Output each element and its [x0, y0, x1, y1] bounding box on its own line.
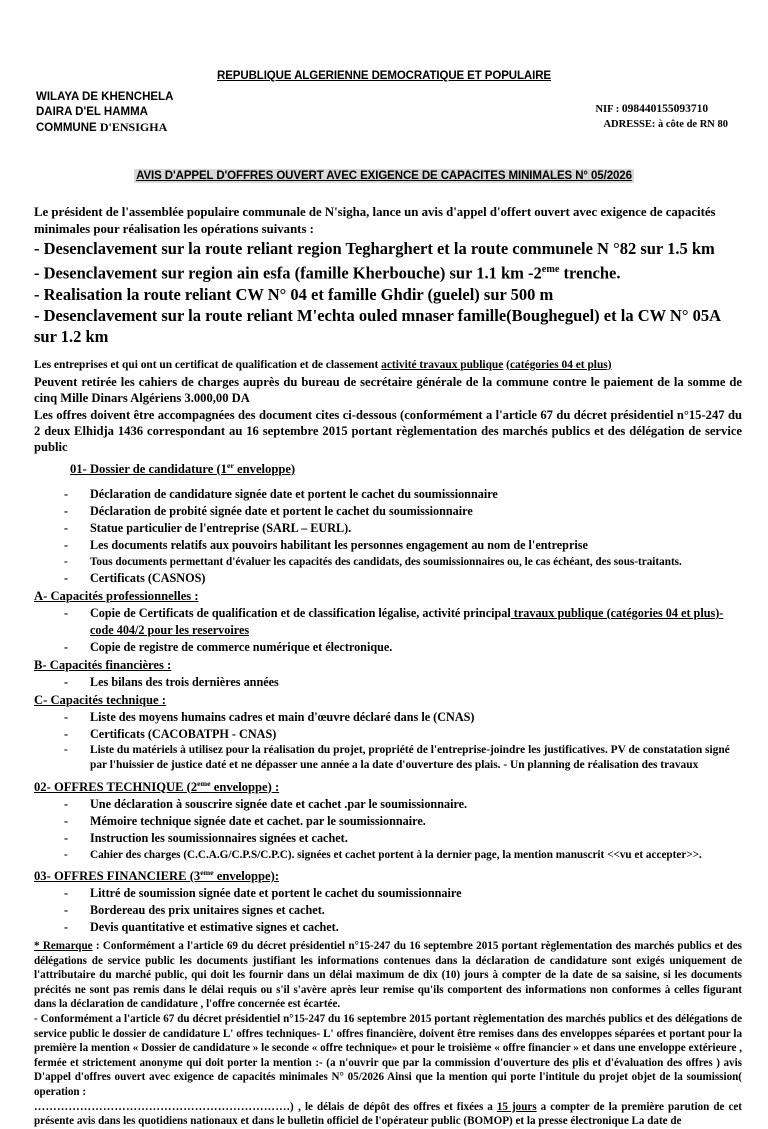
identification-block [595, 102, 728, 132]
section-02-items [34, 796, 742, 863]
list-item: - Liste des moyens humains cadres et main d'œuvre déclaré dans le (CNAS) [34, 709, 742, 726]
remarque-text-3a: , le délais de dépôt des offres et fixées a [294, 1100, 497, 1113]
operation-item: - Realisation la route reliant CW N° 04 et famille Ghdir (guelel) sur 500 m [34, 284, 554, 304]
section-03-sup: eme [200, 867, 214, 877]
section-heading-01 [34, 457, 742, 478]
section-02-sup: eme [197, 778, 211, 788]
section-01-number: 01- [70, 461, 87, 476]
operation-item-sup: eme [541, 264, 560, 275]
remarque-label: * Remarque [34, 940, 93, 953]
section-c-colon: : [161, 692, 166, 707]
list-item [34, 605, 742, 639]
section-a-items [34, 605, 742, 656]
header-row [0, 90, 768, 136]
wilaya-line: WILAYA DE KHENCHELA [36, 91, 174, 103]
section-02-number: 02- [34, 779, 51, 794]
section-03-number: 03- [34, 869, 51, 884]
remarque-text-3b: a compter de la première parution de cet présente avis dans les quotidiens nationaux et dans le bulletin officiel de l'opérateur public (BOMOP) et la presse électronique La date de [34, 1100, 742, 1128]
operations-list [34, 238, 742, 347]
list-item: - Tous documents permettant d'évaluer les capacités des candidats, des soumissionnaires ou, le cas échéant, des sous-traitants. [34, 554, 742, 570]
list-item: - Déclaration de probité signée date et portent le cachet du soumissionnaire [34, 503, 742, 520]
conditions-line-1 [34, 358, 742, 373]
section-c-title: Capacités technique [47, 692, 162, 707]
commune-prefix: COMMUNE [36, 122, 100, 134]
section-a-title: Capacités professionnelles [47, 588, 195, 603]
list-item: - Certificats (CACOBATPH - CNAS) [34, 726, 742, 743]
remarque-text-2b: avis D'appel d'offres ouvert avec exigence de capacités minimales N° 05/2026 Ainsi que la mention qui porte l'intitule du projet objet de la soumission( operation : [34, 1056, 742, 1098]
offers-paragraph: Les offres doivent être accompagnées des document cites ci-dessous (conformément a l'article 67 du décret présidentiel n°15-247 du 2 deux Elhidja 1436 correspondant au 16 septembre 2015 portant règlementation des marchés publics et des délégation de service public [34, 407, 742, 454]
spacer [34, 478, 742, 486]
nif-label: NIF : [595, 104, 622, 115]
list-item: - Déclaration de candidature signée date et portent le cachet du soumissionnaire [34, 486, 742, 503]
section-b-letter: B- [34, 657, 47, 672]
conditions-underline-1: activité travaux publique [381, 358, 504, 371]
section-b-title: Capacités financières [46, 657, 168, 672]
list-item: - Instruction les soumissionnaires signées et cachet. [34, 830, 742, 847]
document-body [0, 204, 768, 1129]
list-item: - Liste du matériels à utilisez pour la réalisation du projet, propriété de l'entreprise-joindre les justificatives. PV de constatation signé par l'huissier de justice daté et ne dépasser une année a la date d'ouverture des plais. - Un planning de réalisation des travaux [34, 743, 742, 774]
section-03-items [34, 885, 742, 936]
list-item: - Mémoire technique signée date et cachet. par le soumissionnaire. [34, 813, 742, 830]
list-item-text: Copie de Certificats de qualification et de classification légalise, activité principal [90, 605, 511, 620]
list-item: - Les documents relatifs aux pouvoirs habilitant les personnes engagement au nom de l'entreprise [34, 537, 742, 554]
section-01-sup: er [226, 460, 234, 470]
intro-paragraph: Le président de l'assemblée populaire communale de N'sigha, lance un avis d'appel d'offert ouvert avec exigence de capacités minimales pour réalisation les opérations suivants : [34, 205, 716, 236]
nif-value: 098440155093710 [621, 103, 709, 115]
section-a-colon: : [194, 588, 199, 603]
section-01-items [34, 486, 742, 587]
nif-line [595, 102, 728, 117]
address-value: à côte de RN 80 [658, 119, 728, 130]
section-heading-02 [34, 775, 742, 796]
list-item: - Copie de registre de commerce numérique et électronique. [34, 639, 742, 656]
address-line [595, 117, 728, 132]
section-heading-03 [34, 864, 742, 885]
national-title: REPUBLIQUE ALGERIENNE DEMOCRATIQUE ET POPULAIRE [217, 70, 551, 82]
list-item: - Certificats (CASNOS) [34, 570, 742, 587]
list-item-underlined: travaux publique (catégories 04 et plus)-code 404/2 pour les reservoires [90, 605, 724, 637]
section-heading-b [34, 657, 742, 674]
commune-name: D'ENSIGHA [99, 120, 168, 134]
section-heading-c [34, 692, 742, 709]
list-item: - Statue particulier de l'entreprise (SARL – EURL). [34, 520, 742, 537]
operation-item [34, 259, 742, 284]
remarque-paragraph-3 [34, 1100, 742, 1129]
list-item: - Bordereau des prix unitaires signes et cachet. [34, 902, 742, 919]
section-b-colon: : [167, 657, 172, 672]
list-item: - Littré de soumission signée date et portent le cachet du soumissionnaire [34, 885, 742, 902]
remarque-deadline: 15 jours [496, 1100, 537, 1113]
conditions-line-2: Peuvent retirée les cahiers de charges auprès du bureau de secrétaire générale de la commune contre le paiement de la somme de cinq Mille Dinars Algériens 3.000,00 DA [34, 374, 742, 405]
remarque-paragraph-1 [34, 939, 742, 1012]
section-03-title-b: enveloppe): [213, 869, 280, 884]
section-02-colon: : [271, 779, 280, 794]
operation-item: - Desenclavement sur la route reliant M'echta ouled mnaser famille(Bougheguel) et la CW N° 05A sur 1.2 km [34, 305, 721, 346]
remarque-block [34, 939, 742, 1129]
section-a-letter: A- [34, 588, 48, 603]
operation-item: - Desenclavement sur la route reliant region Tegharghert et la route communele N °82 sur 1.5 km [34, 239, 715, 258]
remarque-text-2a: - Conformément a l'article 67 du décret présidentiel n°15-247 du 16 septembre 2015 portant règlementation des marchés publics et des délégations de service public le dossier de candidature L' offres techniques- L' offres financière, doivent être remises dans des enveloppes séparées et portant pour la première la mention « Dossier de candidature » le seconde « offre technique» et pour le troisième « offre financier » et dans une enveloppe extérieure , fermée et strictement anonyme qui doit porter la mention :- (a n'ouvrir que par la commission d'ouverture des plis et d'évaluation des offres ) [34, 1013, 742, 1069]
daira-line: DAIRA D'EL HAMMA [36, 106, 148, 118]
operation-item-tail: trenche. [559, 263, 621, 283]
section-01-title: Dossier de candidature (1 [89, 461, 227, 476]
remarque-dots: ………………………………………………………….) [34, 1100, 295, 1113]
remarque-paragraph-2 [34, 1012, 742, 1100]
operation-item-text: - Desenclavement sur region ain esfa (famille Kherbouche) sur 1.1 km -2 [34, 263, 542, 283]
section-c-letter: C- [34, 692, 48, 707]
conditions-text-a: Les entreprises et qui ont un certificat de qualification et de classement [34, 358, 382, 371]
notice-title: AVIS D'APPEL D'OFFRES OUVERT AVEC EXIGENCE DE CAPACITES MINIMALES N° 05/2026 [136, 170, 632, 182]
section-heading-a [34, 588, 742, 605]
list-item: - Une déclaration à souscrire signée date et cachet .par le soumissionnaire. [34, 796, 742, 813]
list-item: - Devis quantitative et estimative signes et cachet. [34, 919, 742, 936]
remarque-text-1: : Conformément a l'article 69 du décret présidentiel n°15-247 du 16 septembre 2015 portant règlementation des marchés publics et des délégations de service public les documents justifiant les informations contenues dans la déclaration de candidature sont exigés uniquement de l'attributaire du marché public, qui doit les fournir dans un délai maximum de dix (10) jours à compter de la date de sa saisine, si les documents précités ne sont pas remis dans le délai requis ou s'il s'avère après leur remise qu'ils comportent des informations non conformes à celles figurant dans la déclaration de candidature , l'offre concernée est écartée. [34, 940, 742, 1011]
notice-title-wrap [0, 166, 768, 184]
conditions-underline-2: (catégories 04 et plus) [506, 358, 612, 371]
section-03-title: OFFRES FINANCIERE (3 [50, 869, 201, 884]
section-02-title: OFFRES TECHNIQUE (2 [50, 779, 198, 794]
section-b-items [34, 674, 742, 691]
address-label: ADRESSE: [603, 119, 659, 130]
list-item: - Cahier des charges (C.C.A.G/C.P.S/C.P.C). signées et cachet portent à la dernier page, la mention manuscrit <<vu et accepter>>. [34, 847, 742, 863]
section-02-title-b: enveloppe) [210, 779, 272, 794]
section-01-title-b: enveloppe) [233, 461, 296, 476]
list-item: - Les bilans des trois dernières années [34, 674, 742, 691]
section-c-items [34, 709, 742, 774]
